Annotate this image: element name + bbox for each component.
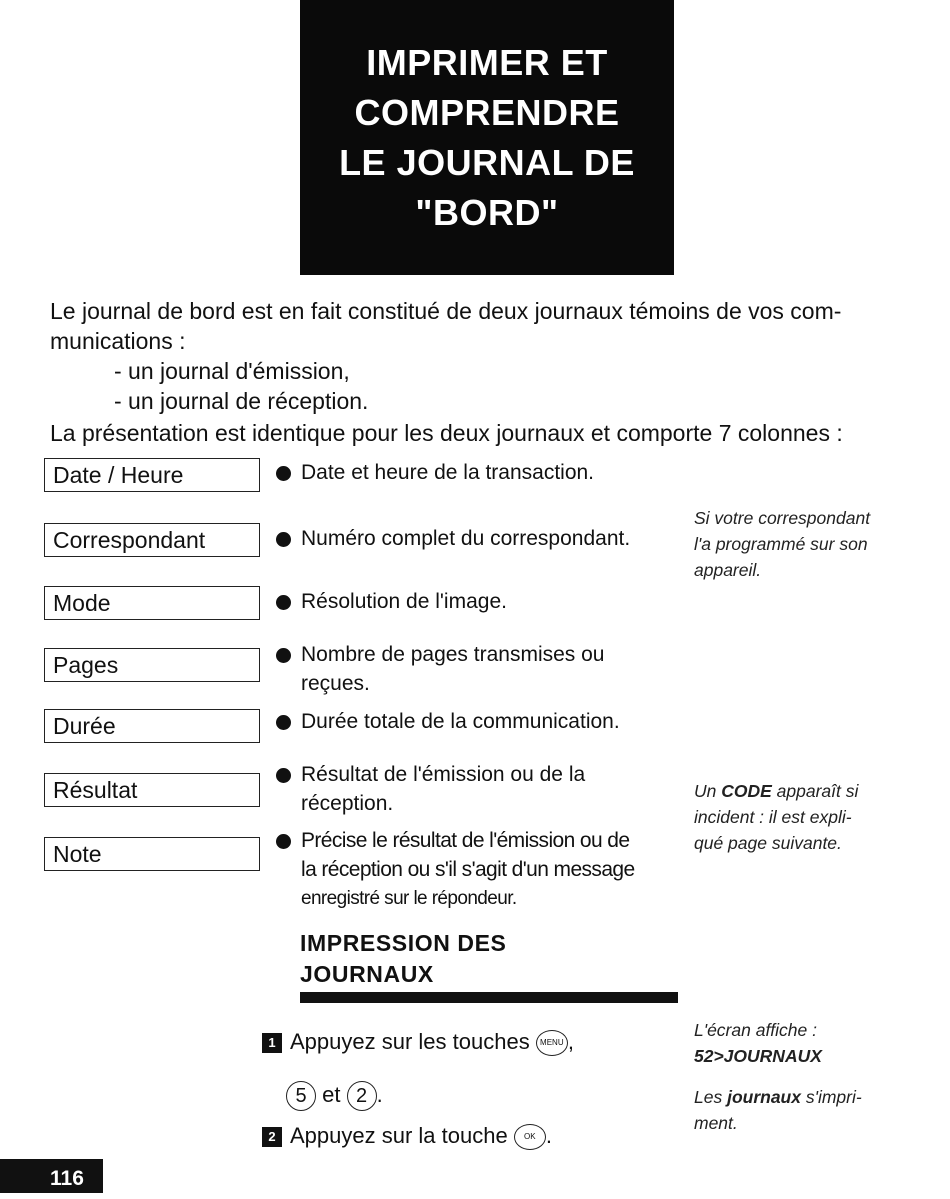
- desc-note: Précise le résultat de l'émission ou de la réception ou s'il s'agit d'un message enregistré sur le répondeur.: [276, 826, 635, 913]
- desc-date: Date et heure de la transaction.: [276, 458, 594, 487]
- intro-item-2: - un journal de réception.: [114, 388, 369, 414]
- step-number: 1: [262, 1033, 282, 1053]
- key-5-icon: 5: [286, 1081, 316, 1111]
- desc-correspondant: Numéro complet du correspondant.: [276, 524, 630, 553]
- step-number: 2: [262, 1127, 282, 1147]
- desc-resultat: Résultat de l'émission ou de la réception.: [276, 760, 585, 818]
- chapter-title: IMPRIMER ET COMPRENDRE LE JOURNAL DE "BORD": [339, 41, 635, 233]
- desc-duree: Durée totale de la communication.: [276, 707, 620, 736]
- bullet-icon: [276, 834, 291, 849]
- key-2-icon: 2: [347, 1081, 377, 1111]
- section-title: IMPRESSION DES JOURNAUX: [300, 930, 507, 987]
- bullet-icon: [276, 648, 291, 663]
- intro-item-1: - un journal d'émission,: [114, 358, 350, 384]
- intro-line-1: Le journal de bord est en fait constitué de deux journaux témoins de vos com-: [50, 298, 842, 324]
- intro-line-3: La présentation est identique pour les deux journaux et comporte 7 colonnes :: [50, 420, 843, 446]
- column-box-note: Note: [44, 837, 260, 871]
- column-box-date: Date / Heure: [44, 458, 260, 492]
- column-box-correspondant: Correspondant: [44, 523, 260, 557]
- desc-pages: Nombre de pages transmises ou reçues.: [276, 640, 605, 698]
- chapter-title-box: [300, 0, 674, 275]
- note-screen: L'écran affiche : 52>JOURNAUX: [694, 1020, 822, 1066]
- ok-key-icon: OK: [514, 1124, 546, 1150]
- column-box-pages: Pages: [44, 648, 260, 682]
- section-divider: [300, 992, 678, 1003]
- desc-mode: Résolution de l'image.: [276, 587, 507, 616]
- note-correspondant: Si votre correspondant l'a programmé sur son appareil.: [694, 508, 871, 580]
- bullet-icon: [276, 768, 291, 783]
- menu-key-icon: MENU: [536, 1030, 568, 1056]
- bullet-icon: [276, 466, 291, 481]
- column-box-resultat: Résultat: [44, 773, 260, 807]
- intro-line-2: munications :: [50, 328, 186, 354]
- step-1-keys: 5 et 2 .: [286, 1080, 383, 1111]
- note-print: Les journaux s'impri- ment.: [694, 1087, 862, 1133]
- note-code: Un CODE apparaît si incident : il est expli- qué page suivante.: [694, 781, 859, 853]
- column-box-mode: Mode: [44, 586, 260, 620]
- page-number: 116: [0, 1159, 103, 1193]
- step-1: 1 Appuyez sur les touches MENU ,: [262, 1027, 574, 1057]
- column-box-duree: Durée: [44, 709, 260, 743]
- bullet-icon: [276, 595, 291, 610]
- bullet-icon: [276, 532, 291, 547]
- step-2: 2 Appuyez sur la touche OK .: [262, 1121, 552, 1151]
- bullet-icon: [276, 715, 291, 730]
